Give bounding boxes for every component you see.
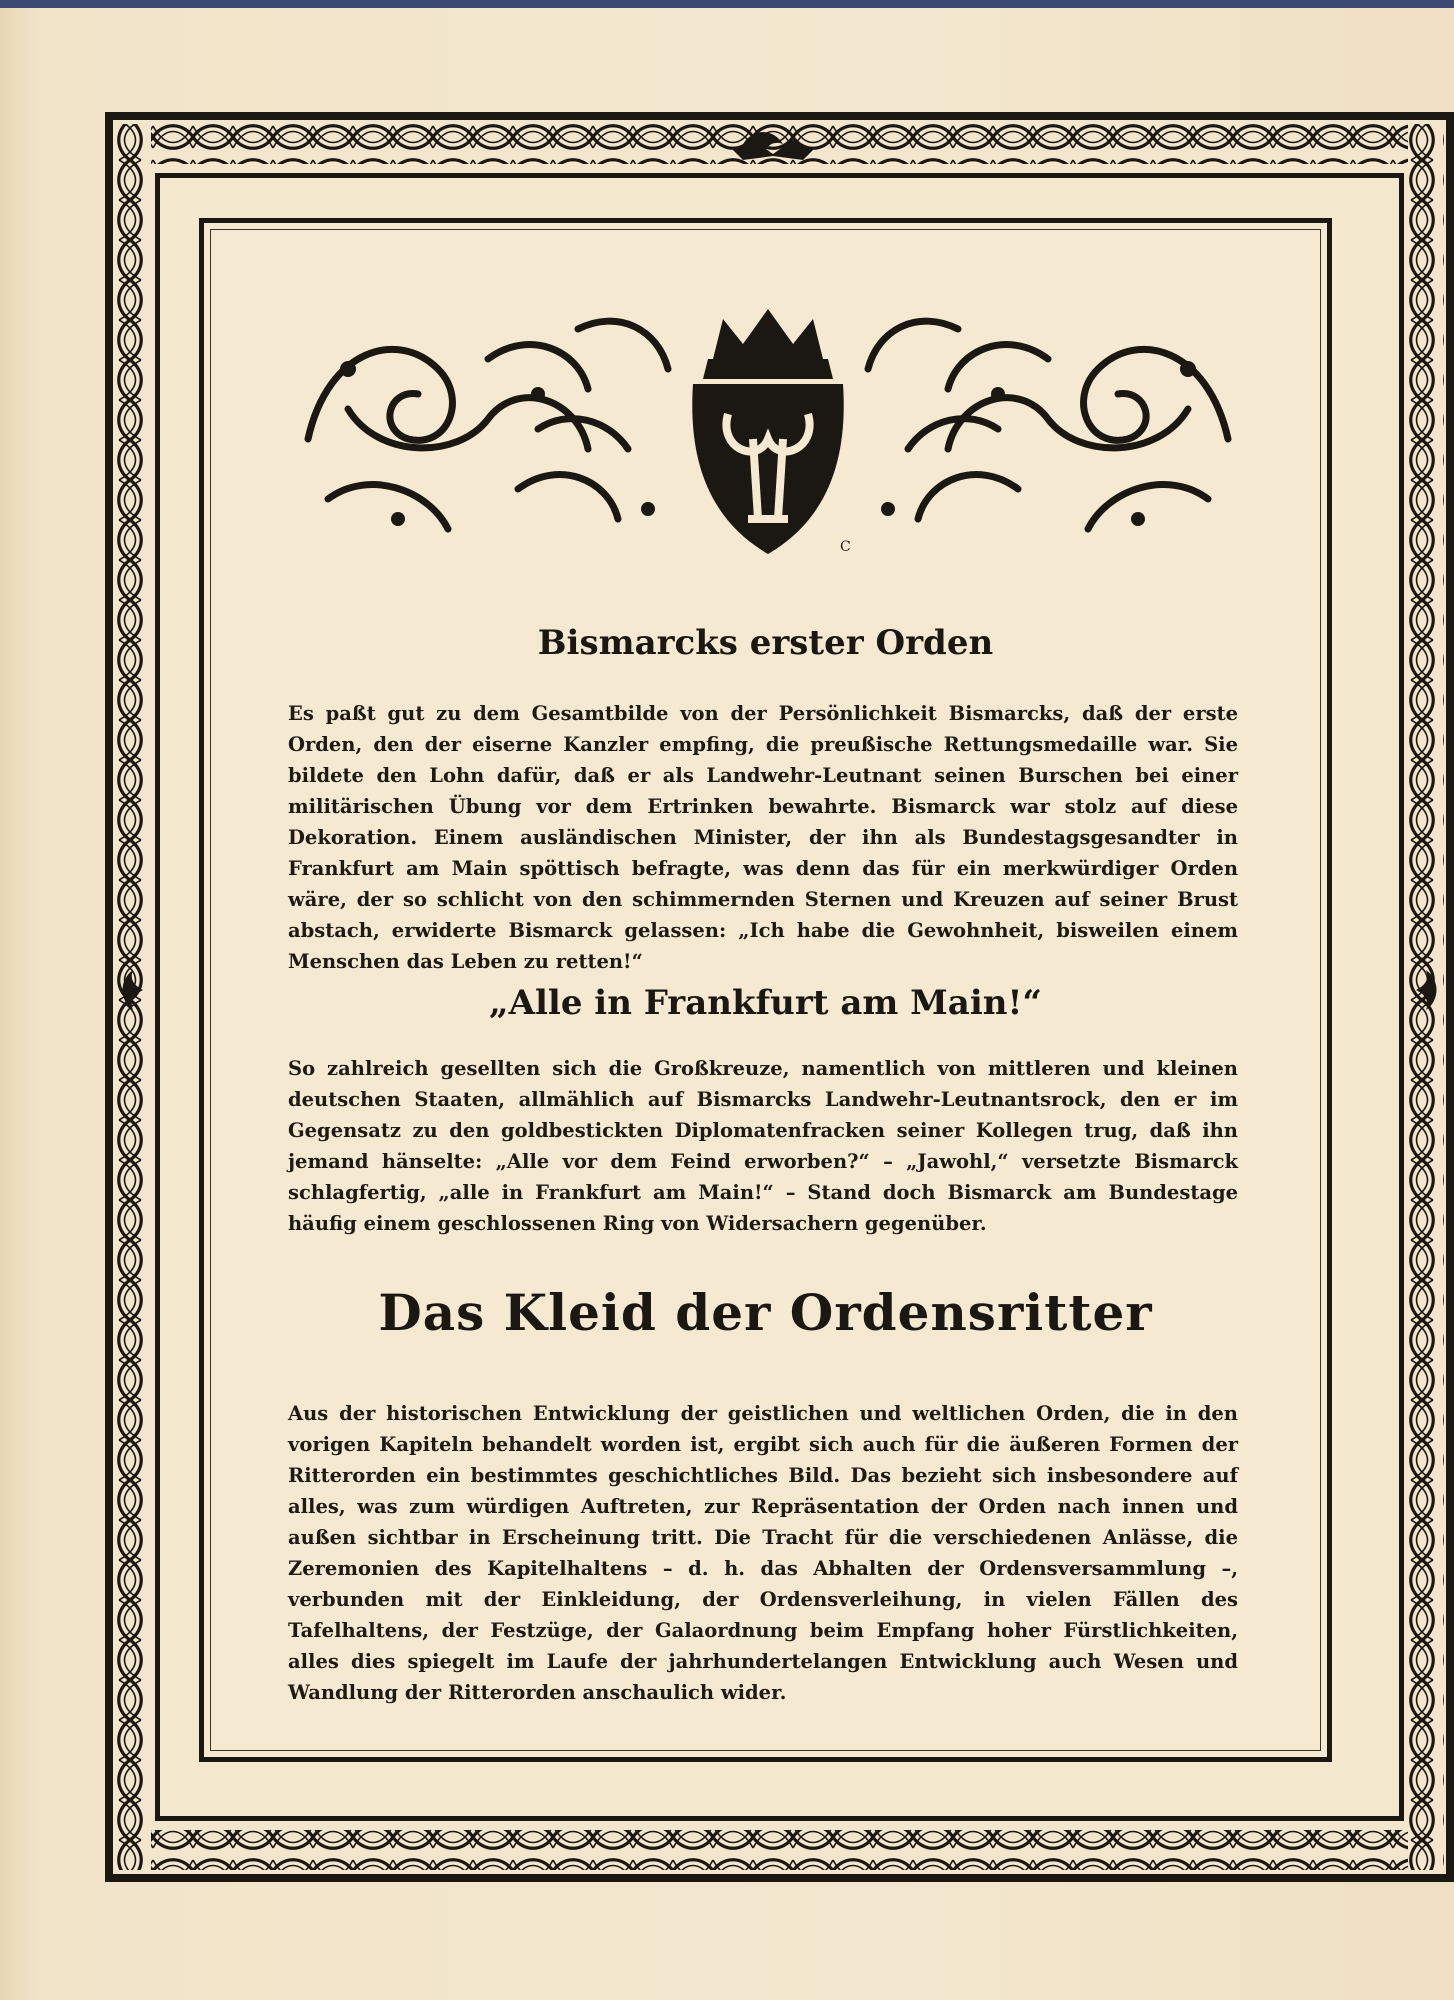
ornament-signature: C xyxy=(840,539,851,555)
section-title-frankfurt: „Alle in Frankfurt am Main!“ xyxy=(489,983,1042,1023)
section-title-knights-attire: Das Kleid der Ordensritter xyxy=(378,1283,1153,1342)
section-title-bismarck-order: Bismarcks erster Orden xyxy=(537,623,994,663)
content-frame xyxy=(199,218,1332,1762)
paragraph-knights-attire: Aus der historischen Entwicklung der geistlichen und weltlichen Orden, die in den vorigen Kapiteln behandelt worden ist, ergibt sich auch für die äußeren Formen der Ritterorden ein bestimmtes geschichtliches Bild. Das bezieht sich insbesondere auf alles, was zum würdigen Auftreten, zur Repräsentation der Orden nach innen und außen sichtbar in Erscheinung tritt. Die Tracht für die verschiedenen Anlässe, die Zeremonien des Kapitelhaltens – d. h. das Abhalten der Ordensversammlung –, verbunden mit der Einkleidung, der Ordensverleihung, in vielen Fällen des Tafelhaltens, der Festzüge, der Galaordnung beim Empfang hoher Fürstlichkeiten, alles dies spiegelt im Laufe der jahrhundertelangen Entwicklung auch Wesen und Wandlung der Ritterorden anschaulich wider. xyxy=(288,1402,1238,1704)
paragraph-frankfurt: So zahlreich gesellten sich die Großkreuze, namentlich von mittleren und kleinen deutschen Staaten, allmählich auf Bismarcks Landwehr-Leutnantsrock, den er im Gegensatz zu den goldbestickten Diplomatenfracken seiner Kollegen trug, daß ihn jemand hänselte: „Alle vor dem Feind erworben?“ – „Jawohl,“ versetzte Bismarck schlagfertig, „alle in Frankfurt am Main!“ – Stand doch Bismarck am Bundestage häufig einem geschlossenen Ring von Widersachern gegenüber. xyxy=(288,1057,1238,1235)
inner-frame xyxy=(155,173,1404,1821)
paragraph-bismarck-order: Es paßt gut zu dem Gesamtbilde von der Persönlichkeit Bismarcks, daß der erste Orden, den der eiserne Kanzler empfing, die preußische Rettungsmedaille war. Sie bildete den Lohn dafür, daß er als Landwehr-Leutnant seinen Burschen bei einer militärischen Übung vor dem Ertrinken bewahrte. Bismarck war stolz auf diese Dekoration. Einem ausländischen Minister, der ihn als Bundestagsgesandter in Frankfurt am Main spöttisch befragte, was denn das für ein merkwürdiger Orden wäre, der so schlicht von den schimmernden Sternen und Kreuzen auf seiner Brust abstach, erwiderte Bismarck gelassen: „Ich habe die Gewohnheit, bisweilen einem Menschen das Leben zu retten!“ xyxy=(288,702,1238,973)
scan-edge-strip xyxy=(0,0,1454,8)
decorative-border xyxy=(105,112,1454,1882)
crowned-shield-with-vase-icon xyxy=(288,289,1248,564)
